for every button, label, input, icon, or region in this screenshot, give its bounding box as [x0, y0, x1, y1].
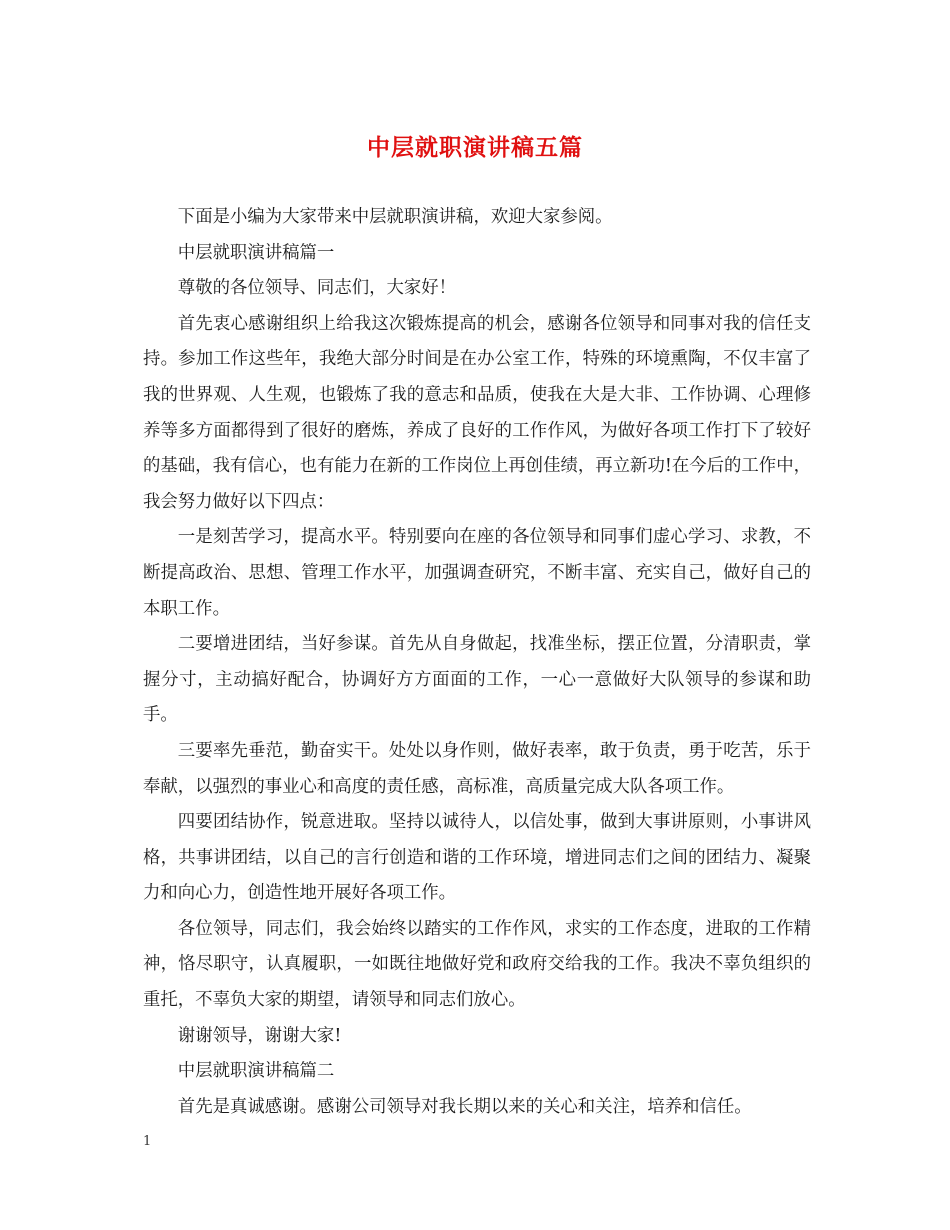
document-title: 中层就职演讲稿五篇	[367, 134, 583, 161]
paragraph-intro: 下面是小编为大家带来中层就职演讲稿，欢迎大家参阅。	[177, 207, 613, 227]
paragraph-thanks: 首先衷心感谢组织上给我这次锻炼提高的机会，感谢各位领导和同事对我的信任支持。参加工作这些年，我绝大部分时间是在办公室工作，特殊的环境熏陶，不仅丰富了我的世界观、人生观，也锻炼了我的意志和品质，使我在大是大非、工作协调、心理修养等多方面都得到了很好的磨炼，养成了良好的工作作风，为做好各项工作打下了较好的基础，我有信心，也有能力在新的工作岗位上再创佳绩，再立新功!在今后的工作中，我会努力做好以下四点：	[143, 313, 811, 512]
paragraph-point-4: 四要团结协作，锐意进取。坚持以诚待人，以信处事，做到大事讲原则，小事讲风格，共事讲团结，以自己的言行创造和谐的工作环境，增进同志们之间的团结力、凝聚力和向心力，创造性地开展好各项工作。	[143, 812, 811, 904]
page-number: 1	[143, 1134, 152, 1149]
paragraph-point-1: 一是刻苦学习，提高水平。特别要向在座的各位领导和同事们虚心学习、求教，不断提高政治、思想、管理工作水平，加强调查研究，不断丰富、充实自己，做好自己的本职工作。	[143, 527, 811, 619]
paragraph-point-2: 二要增进团结，当好参谋。首先从自身做起，找准坐标，摆正位置，分清职责，掌握分寸，主动搞好配合，协调好方方面面的工作，一心一意做好大队领导的参谋和助手。	[143, 634, 811, 726]
paragraph-section-2-start: 首先是真诚感谢。感谢公司领导对我长期以来的关心和关注，培养和信任。	[177, 1096, 752, 1117]
section-heading-1: 中层就职演讲稿篇一	[177, 242, 335, 263]
paragraph-greeting: 尊敬的各位领导、同志们，大家好！	[177, 278, 457, 299]
paragraph-thank-you: 谢谢领导，谢谢大家!	[177, 1025, 342, 1046]
section-heading-2: 中层就职演讲稿篇二	[177, 1061, 335, 1082]
paragraph-closing: 各位领导，同志们，我会始终以踏实的工作作风，求实的工作态度，进取的工作精神，恪尽职守，认真履职，一如既往地做好党和政府交给我的工作。我决不辜负组织的重托，不辜负大家的期望，请领导和同志们放心。	[143, 918, 811, 1011]
paragraph-point-3: 三要率先垂范，勤奋实干。处处以身作则，做好表率，敢于负责，勇于吃苦，乐于奉献，以强烈的事业心和高度的责任感，高标准，高质量完成大队各项工作。	[143, 740, 811, 797]
document-body	[143, 200, 811, 1125]
